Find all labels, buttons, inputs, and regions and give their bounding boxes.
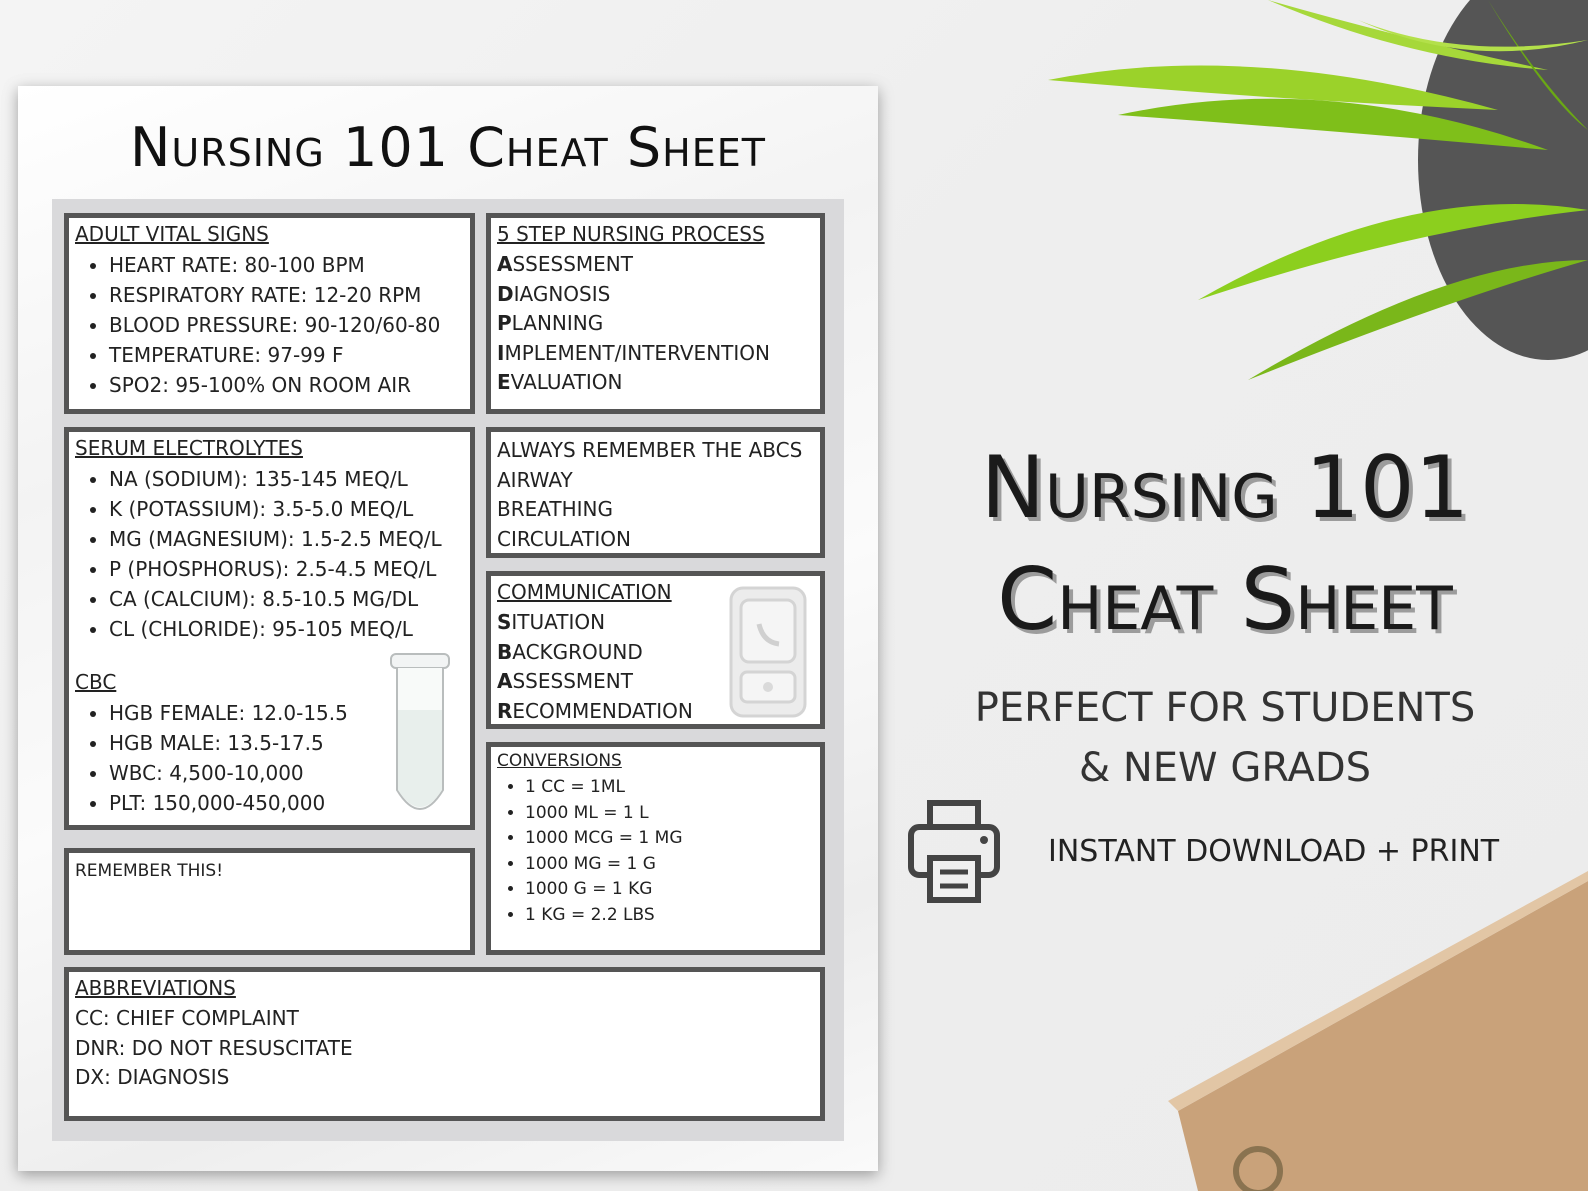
conversions-heading: CONVERSIONS <box>497 751 622 771</box>
list-item: CIRCULATION <box>497 526 631 551</box>
list-item: • 1000 MCG = 1 MG <box>525 826 814 852</box>
list-item: BREATHING <box>497 497 613 521</box>
plant-decoration <box>1028 0 1588 420</box>
list-item: • HGB MALE: 13.5-17.5 <box>109 728 464 758</box>
list-item: • BLOOD PRESSURE: 90-120/60-80 <box>109 310 464 340</box>
cheat-sheet-page <box>18 86 878 1171</box>
promo-subtitle-line1: PERFECT FOR STUDENTS <box>974 685 1476 731</box>
list-item: • 1 KG = 2.2 LBS <box>525 903 814 929</box>
abcs-box <box>486 427 825 558</box>
abbreviations-box <box>64 967 825 1121</box>
promo-title <box>925 432 1525 656</box>
cbc-heading: CBC <box>75 670 117 694</box>
list-item: • TEMPERATURE: 97-99 F <box>109 340 464 370</box>
vital-signs-box <box>64 213 475 414</box>
promo-subtitle <box>925 678 1525 798</box>
conversions-box <box>486 742 825 955</box>
electrolytes-box <box>64 427 475 830</box>
remember-heading: REMEMBER THIS! <box>75 861 224 881</box>
sheet-title: Nursing 101 Cheat Sheet <box>129 116 766 179</box>
list-item: • 1000 G = 1 KG <box>525 877 814 903</box>
list-item: DIAGNOSIS <box>497 281 611 306</box>
list-item: ASSESSMENT <box>497 252 633 276</box>
list-item: • 1000 MG = 1 G <box>525 852 814 878</box>
list-item: CC: CHIEF COMPLAINT <box>75 1006 299 1030</box>
list-item: • HGB FEMALE: 12.0-15.5 <box>109 698 464 728</box>
list-item: • 1000 ML = 1 L <box>525 801 814 827</box>
list-item: AIRWAY <box>497 467 573 492</box>
promo-title-line2: Cheat Sheet <box>997 550 1453 650</box>
communication-box <box>486 571 825 729</box>
nursing-process-box <box>486 213 825 414</box>
printer-icon <box>908 800 1000 904</box>
list-item: • HEART RATE: 80-100 BPM <box>109 250 464 280</box>
list-item: BACKGROUND <box>497 639 643 664</box>
list-item: • P (PHOSPHORUS): 2.5-4.5 MEQ/L <box>109 554 464 584</box>
electrolytes-heading: SERUM ELECTROLYTES <box>75 436 303 460</box>
promo-title-line1: Nursing 101 <box>980 438 1470 538</box>
list-item: • CA (CALCIUM): 8.5-10.5 MG/DL <box>109 584 464 614</box>
list-item: • PLT: 150,000-450,000 <box>109 788 464 818</box>
list-item: • MG (MAGNESIUM): 1.5-2.5 MEQ/L <box>109 524 464 554</box>
list-item: ASSESSMENT <box>497 669 633 693</box>
list-item: • K (POTASSIUM): 3.5-5.0 MEQ/L <box>109 494 464 524</box>
nursing-process-heading: 5 STEP NURSING PROCESS <box>497 222 765 246</box>
list-item: • RESPIRATORY RATE: 12-20 RPM <box>109 280 464 310</box>
abbreviations-heading: ABBREVIATIONS <box>75 976 236 1000</box>
phone-icon <box>729 586 807 718</box>
list-item: RECOMMENDATION <box>497 698 693 723</box>
list-item: • 1 CC = 1ML <box>525 775 814 801</box>
list-item: • CL (CHLORIDE): 95-105 MEQ/L <box>109 614 464 644</box>
test-tube-icon <box>387 650 453 820</box>
list-item: • NA (SODIUM): 135-145 MEQ/L <box>109 464 464 494</box>
download-label: INSTANT DOWNLOAD + PRINT <box>1048 834 1500 869</box>
communication-heading: COMMUNICATION <box>497 580 672 604</box>
remember-box <box>64 848 475 955</box>
list-item: EVALUATION <box>497 370 623 394</box>
list-item: SITUATION <box>497 610 606 634</box>
list-item: • SPO2: 95-100% ON ROOM AIR <box>109 370 464 400</box>
promo-subtitle-line2: & NEW GRADS <box>1078 745 1372 791</box>
list-item: DX: DIAGNOSIS <box>75 1065 230 1089</box>
list-item: IMPLEMENT/INTERVENTION <box>497 340 770 365</box>
list-item: PLANNING <box>497 311 604 335</box>
vital-signs-heading: ADULT VITAL SIGNS <box>75 222 269 246</box>
list-item: DNR: DO NOT RESUSCITATE <box>75 1035 353 1060</box>
list-item: • WBC: 4,500-10,000 <box>109 758 464 788</box>
notebook-decoration <box>1168 851 1588 1191</box>
abcs-heading: ALWAYS REMEMBER THE ABCS <box>497 438 803 462</box>
